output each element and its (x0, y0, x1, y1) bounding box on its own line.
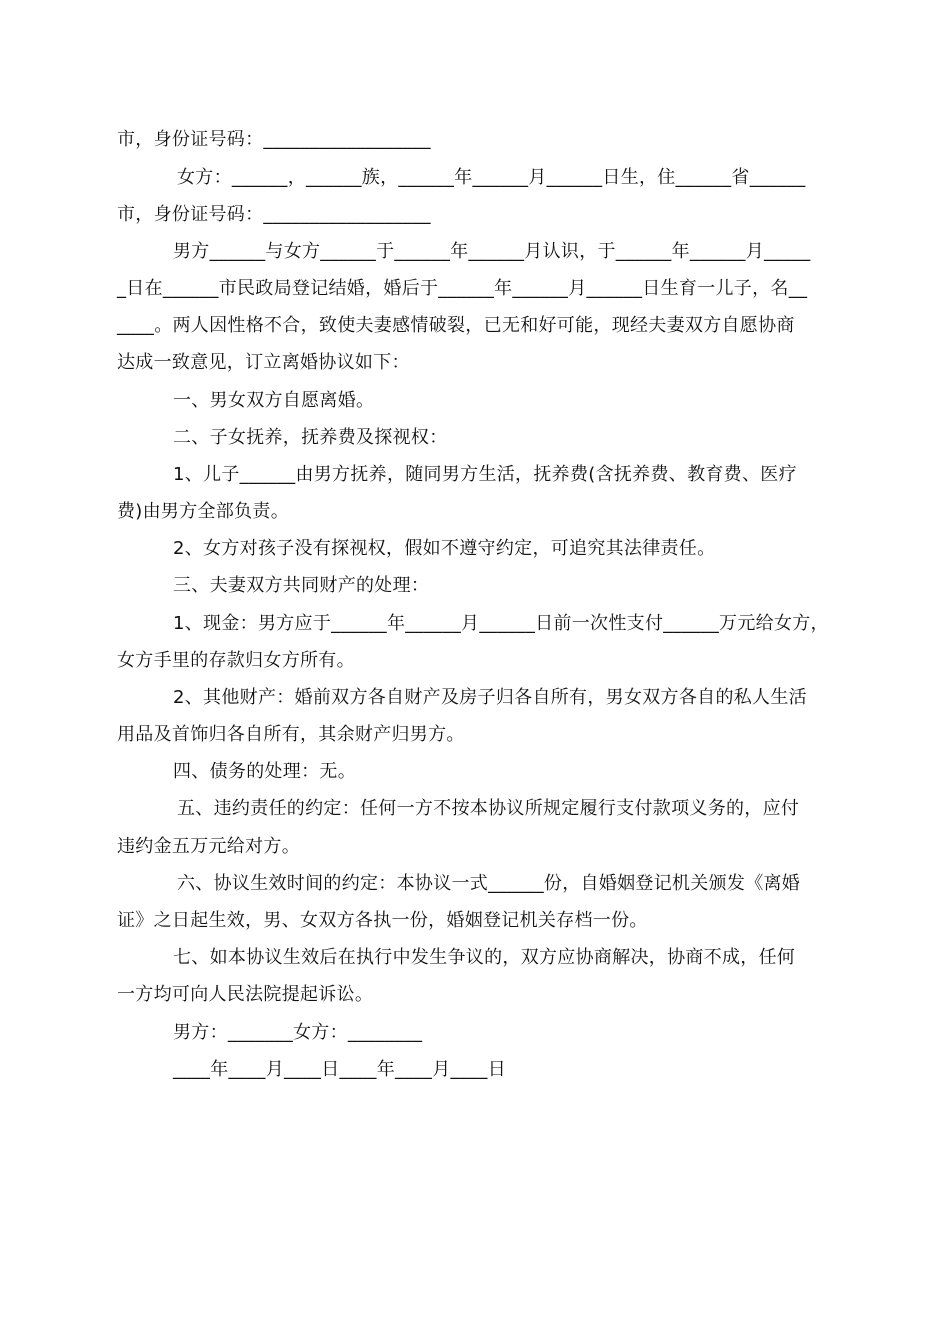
text-line: 一方均可向人民法院提起诉讼。 (117, 984, 374, 1005)
text-line: 男方______与女方______于______年______月认识，于______年______月_____ (173, 241, 811, 262)
text-line: 达成一致意见，订立离婚协议如下： (117, 352, 410, 373)
text-line: 市，身份证号码：__________________ (117, 204, 431, 225)
section-heading: 六、协议生效时间的约定：本协议一式______份，自婚姻登记机关颁发《离婚 (177, 873, 801, 894)
section-heading: 七、如本协议生效后在执行中发生争议的，双方应协商解决，协商不成，任何 (173, 947, 796, 968)
text-line: 1、儿子______由男方抚养，随同男方生活，抚养费(含抚养费、教育费、医疗 (173, 464, 797, 485)
text-line: 2、女方对孩子没有探视权，假如不遵守约定，可追究其法律责任。 (173, 538, 716, 559)
text-line: _日在______市民政局登记结婚，婚后于______年______月______日生育一儿子，名__ (117, 278, 808, 299)
section-heading: 二、子女抚养，抚养费及探视权： (173, 427, 448, 448)
text-line: 市，身份证号码：__________________ (117, 129, 431, 150)
text-line: 女方手里的存款归女方所有。 (117, 650, 355, 671)
text-line: 违约金五万元给对方。 (117, 836, 300, 857)
date-line: ____年____月____日____年____月____日 (173, 1059, 506, 1080)
text-line: ____。两人因性格不合，致使夫妻感情破裂，已无和好可能，现经夫妻双方自愿协商 (117, 315, 795, 336)
text-line: 用品及首饰归各自所有，其余财产归男方。 (117, 724, 465, 745)
section-heading: 三、夫妻双方共同财产的处理： (173, 575, 430, 596)
section-heading: 五、违约责任的约定：任何一方不按本协议所规定履行支付款项义务的，应付 (177, 798, 800, 819)
text-line: 女方：______，______族，______年______月______日生，住______省______ (177, 167, 806, 188)
section-heading: 四、债务的处理：无。 (173, 761, 356, 782)
section-heading: 一、男女双方自愿离婚。 (173, 390, 375, 411)
signature-line: 男方：_______女方：________ (173, 1022, 423, 1043)
text-line: 证》之日起生效，男、女双方各执一份，婚姻登记机关存档一份。 (117, 910, 648, 931)
text-line: 1、现金：男方应于______年______月______日前一次性支付______万元给女方， (173, 613, 829, 634)
text-line: 2、其他财产：婚前双方各自财产及房子归各自所有，男女双方各自的私人生活 (173, 687, 807, 708)
text-line: 费)由男方全部负责。 (117, 501, 290, 522)
